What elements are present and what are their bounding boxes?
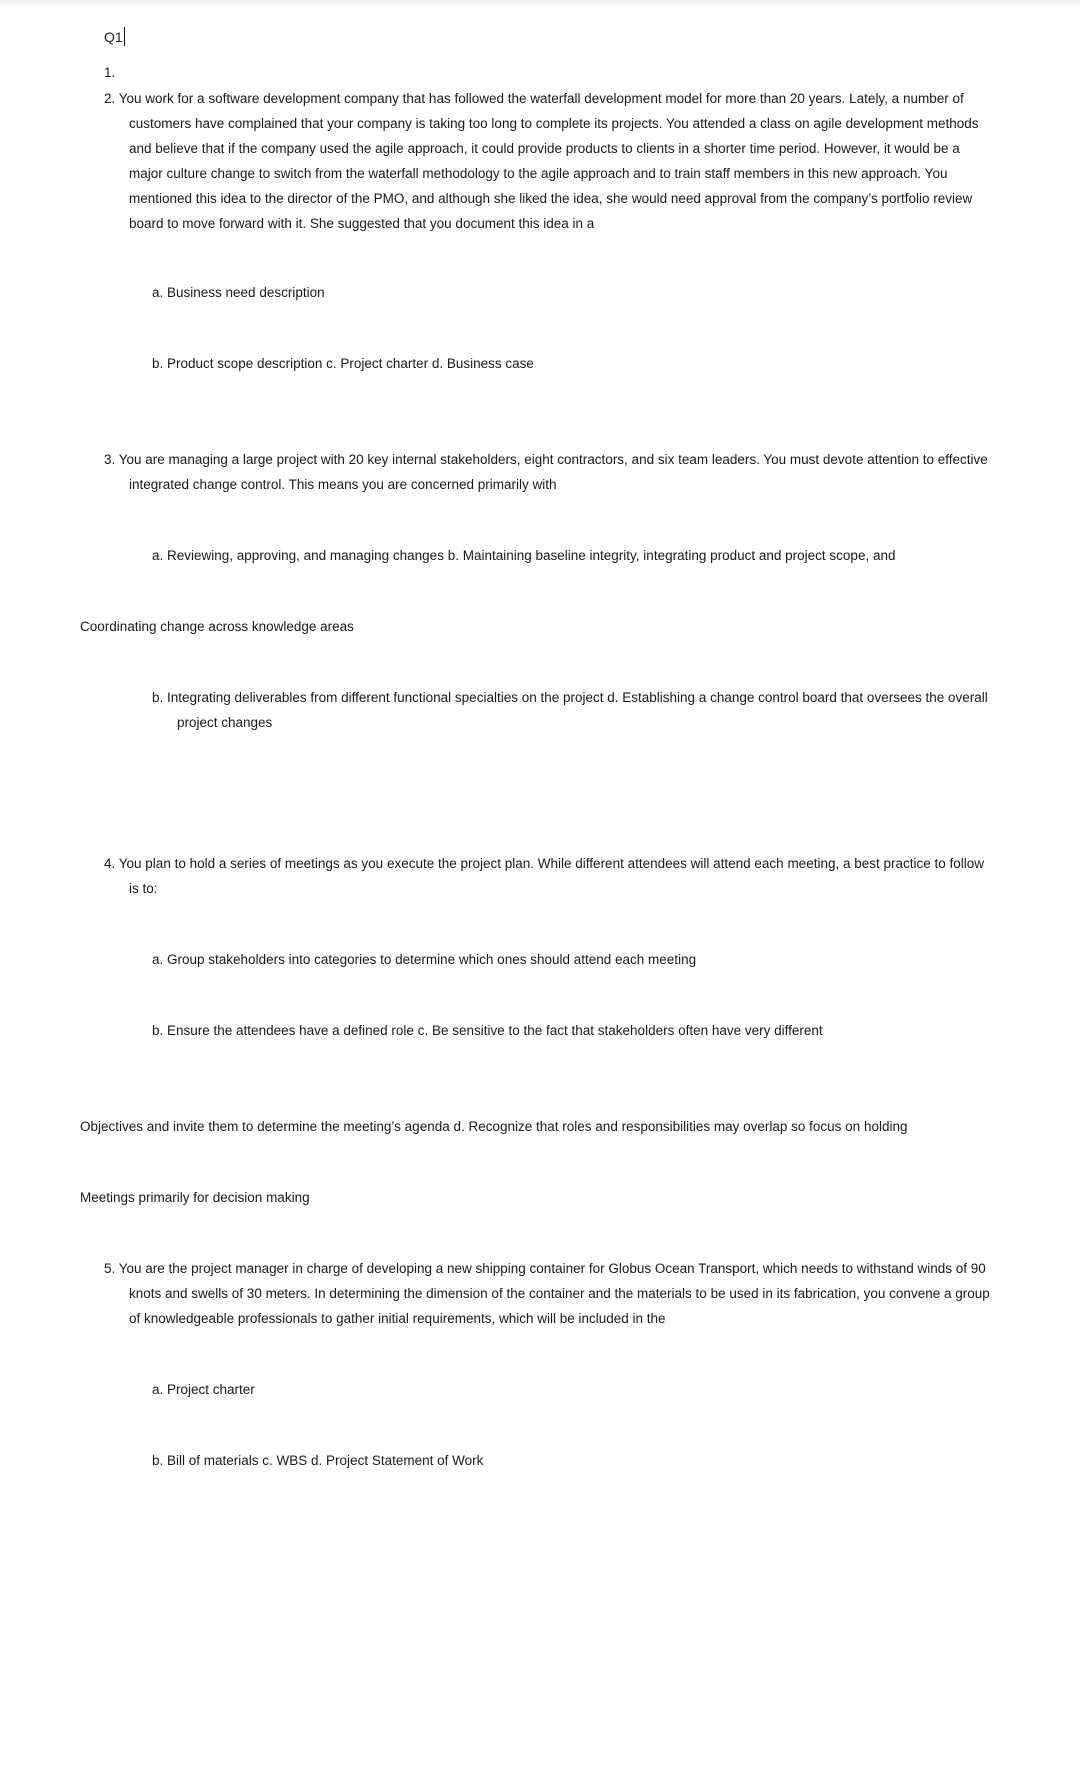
question-2-option-b: b. Product scope description c. Project charter d. Business case <box>152 356 534 371</box>
title-text: Q1 <box>104 29 123 45</box>
list-item-1: 1. <box>104 65 116 80</box>
question-3 <box>104 447 1004 497</box>
question-4-continuation: Objectives and invite them to determine the meeting’s agenda d. Recognize that roles and responsibilities may overlap so focus on holding <box>80 1119 908 1134</box>
question-3-option-b-line: b. Integrating deliverables from different functional specialties on the project d. Establishing a change control board that oversees the overall <box>152 690 988 705</box>
question-5-option-a: a. Project charter <box>152 1382 255 1397</box>
question-4-line: is to: <box>129 881 158 896</box>
document-title[interactable] <box>104 26 125 48</box>
question-5 <box>104 1256 1004 1331</box>
question-2-line: 2. You work for a software development company that has followed the waterfall development model for more than 20 years. Lately, a number of <box>104 91 964 106</box>
question-3-continuation: Coordinating change across knowledge areas <box>80 619 354 634</box>
text-cursor <box>124 27 126 46</box>
question-2-line: customers have complained that your company is taking too long to complete its projects. You attended a class on agile development methods <box>129 116 979 131</box>
question-5-line: of knowledgeable professionals to gather initial requirements, which will be included in the <box>129 1311 666 1326</box>
question-3-line: 3. You are managing a large project with 20 key internal stakeholders, eight contractors, and six team leaders. You must devote attention to effective <box>104 452 988 467</box>
question-3-option-b-line: project changes <box>177 715 273 730</box>
question-3-option-a: a. Reviewing, approving, and managing changes b. Maintaining baseline integrity, integrating product and project scope, and <box>152 548 896 563</box>
question-2-line: and believe that if the company used the agile approach, it could provide products to clients in a shorter time period. However, it would be a <box>129 141 960 156</box>
question-4-option-a: a. Group stakeholders into categories to determine which ones should attend each meeting <box>152 952 697 967</box>
question-5-line: knots and swells of 30 meters. In determining the dimension of the container and the materials to be used in its fabrication, you convene a group <box>129 1286 990 1301</box>
question-2-option-a: a. Business need description <box>152 285 325 300</box>
question-4-line: 4. You plan to hold a series of meetings as you execute the project plan. While different attendees will attend each meeting, a best practice to follow <box>104 856 985 871</box>
question-4-option-b: b. Ensure the attendees have a defined role c. Be sensitive to the fact that stakeholders often have very different <box>152 1023 823 1038</box>
question-5-option-b: b. Bill of materials c. WBS d. Project Statement of Work <box>152 1453 484 1468</box>
question-2 <box>104 86 1004 236</box>
question-4-continuation: Meetings primarily for decision making <box>80 1190 310 1205</box>
question-4 <box>104 851 1004 901</box>
question-2-line: mentioned this idea to the director of the PMO, and although she liked the idea, she would need approval from the company’s portfolio review <box>129 191 973 206</box>
question-2-line: board to move forward with it. She suggested that you document this idea in a <box>129 216 595 231</box>
question-2-line: major culture change to switch from the waterfall methodology to the agile approach and to train staff members in this new approach. You <box>129 166 948 181</box>
question-3-line: integrated change control. This means you are concerned primarily with <box>129 477 557 492</box>
question-5-line: 5. You are the project manager in charge of developing a new shipping container for Globus Ocean Transport, which needs to withstand winds of 90 <box>104 1261 986 1276</box>
question-3-option-b <box>152 685 1052 735</box>
